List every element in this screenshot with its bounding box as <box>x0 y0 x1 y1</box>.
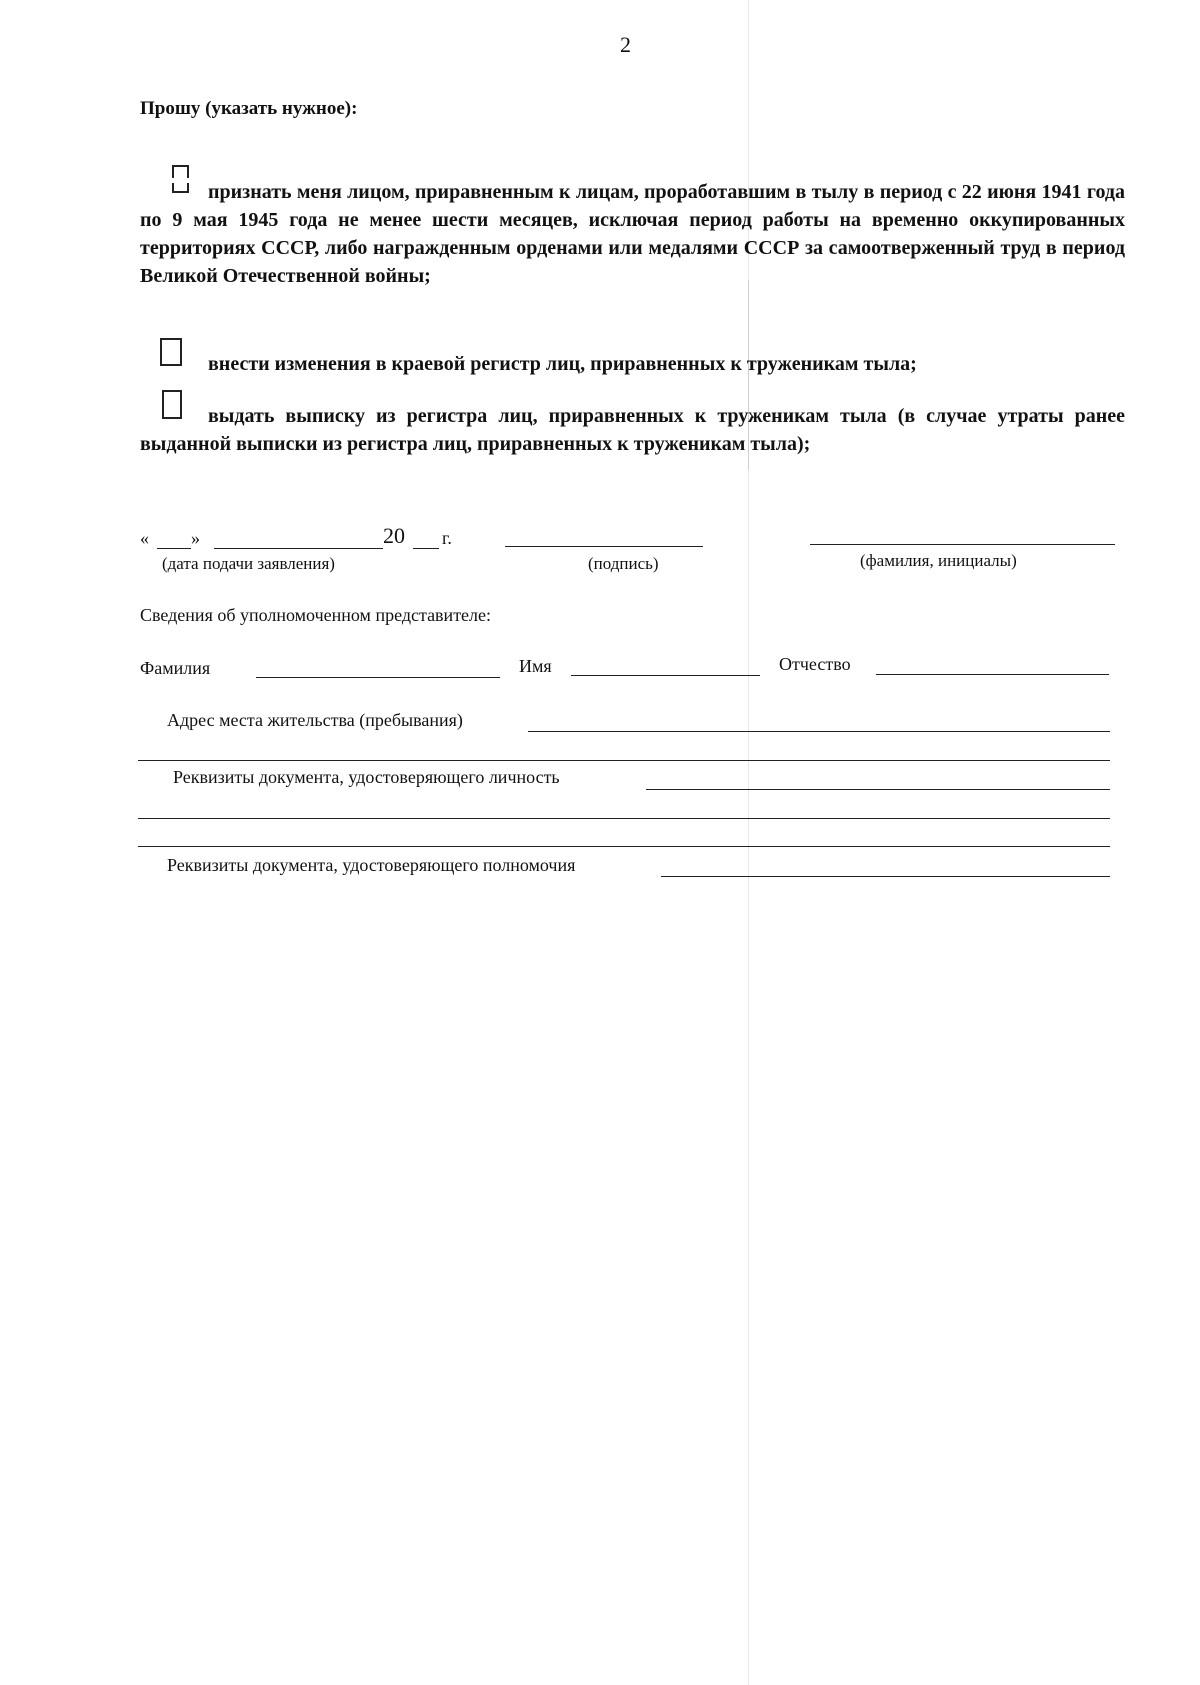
date-caption: (дата подачи заявления) <box>162 554 335 573</box>
identity-doc-field-line-3[interactable] <box>138 846 1110 847</box>
authority-doc-label: Реквизиты документа, удостоверяющего полномочия <box>167 855 576 875</box>
option-2-text: внести изменения в краевой регистр лиц, приравненных к труженикам тыла; <box>208 353 917 375</box>
year-prefix: 20 <box>383 523 405 548</box>
request-heading: Прошу (указать нужное): <box>140 98 358 119</box>
identity-doc-field-line-2[interactable] <box>138 818 1110 819</box>
date-close-quote: » <box>191 528 200 548</box>
address-label: Адрес места жительства (пребывания) <box>167 710 463 730</box>
name-label: Имя <box>519 656 552 676</box>
representative-title: Сведения об уполномоченном представителе: <box>140 605 492 625</box>
identity-doc-field[interactable] <box>646 789 1110 790</box>
address-field[interactable] <box>528 731 1110 732</box>
signature-caption: (подпись) <box>588 554 659 573</box>
surname-field[interactable] <box>256 677 500 678</box>
patronymic-field[interactable] <box>876 674 1109 675</box>
option-1-checkbox[interactable] <box>172 165 189 178</box>
full-name-field[interactable] <box>810 544 1115 545</box>
page-number: 2 <box>620 32 631 57</box>
surname-label: Фамилия <box>140 658 211 678</box>
authority-doc-field[interactable] <box>661 876 1110 877</box>
name-field[interactable] <box>571 675 760 676</box>
signature-field[interactable] <box>505 546 703 547</box>
name-caption: (фамилия, инициалы) <box>860 551 1017 570</box>
day-field[interactable] <box>157 548 191 549</box>
option-1-text: признать меня лицом, приравненным к лицам, проработавшим в тылу в период с 22 июня 1941 года по 9 мая 1945 года не менее шести месяцев, исключая период работы на временно оккупированных территориях СССР, либо награжденным орденами или медалями СССР за самоотверженный труд в период Великой Отечественной войны; <box>140 181 1125 287</box>
address-field-line-2[interactable] <box>138 760 1110 761</box>
year-field[interactable] <box>413 548 439 549</box>
identity-doc-label: Реквизиты документа, удостоверяющего личность <box>173 767 560 787</box>
month-field[interactable] <box>214 548 383 549</box>
patronymic-label: Отчество <box>779 654 851 674</box>
date-open-quote: « <box>140 528 149 548</box>
option-3-text: выдать выписку из регистра лиц, приравненных к труженикам тыла (в случае утраты ранее выданной выписки из регистра лиц, приравненных к труженикам тыла); <box>140 405 1125 455</box>
year-suffix: г. <box>442 528 452 548</box>
